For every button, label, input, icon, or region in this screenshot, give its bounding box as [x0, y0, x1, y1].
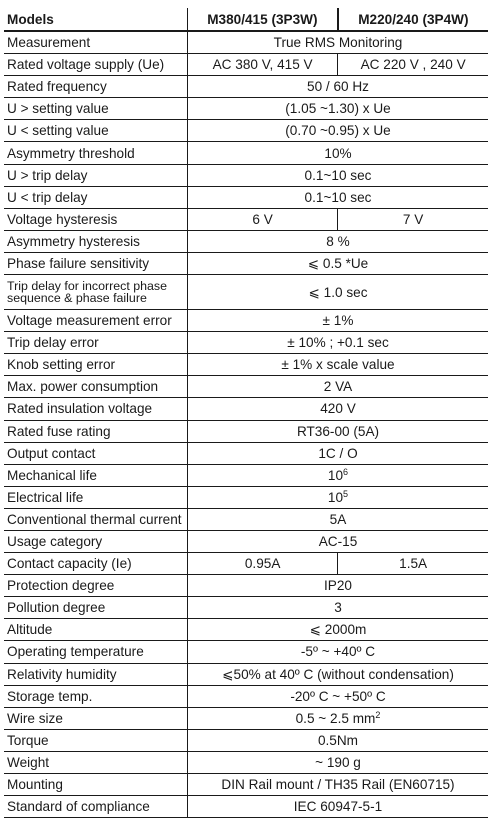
spec-value: [188, 619, 489, 641]
spec-row: [4, 707, 488, 729]
spec-label: Asymmetry hysteresis: [4, 230, 188, 252]
spec-row: [4, 164, 488, 186]
spec-value-text: ~ 190 g: [315, 754, 361, 770]
spec-value-text: ⩽ 0.5 *Ue: [307, 255, 369, 271]
model-3p3w-header: M380/415 (3P3W): [188, 8, 338, 31]
spec-label: Pollution degree: [4, 597, 188, 619]
spec-value-3p3w: 6 V: [188, 208, 338, 230]
spec-value: [188, 597, 489, 619]
spec-label: Mechanical life: [4, 464, 188, 486]
spec-value-text: IP20: [324, 578, 352, 594]
spec-value: [188, 98, 489, 120]
spec-value-text: (0.70 ~0.95) x Ue: [285, 123, 391, 139]
spec-value-text: IEC 60947-5-1: [293, 799, 383, 815]
spec-label: Electrical life: [4, 486, 188, 508]
spec-label: Usage category: [4, 530, 188, 552]
spec-label: Operating temperature: [4, 641, 188, 663]
spec-row: [4, 796, 488, 818]
spec-value-exponent: 5: [343, 488, 349, 499]
spec-label: Conventional thermal current: [4, 508, 188, 530]
spec-value: [188, 707, 489, 729]
spec-row: [4, 186, 488, 208]
spec-table-body: [4, 8, 488, 818]
spec-row: [4, 420, 488, 442]
models-header: Models: [4, 8, 188, 31]
spec-value-text: ± 10% ; +0.1 sec: [287, 335, 389, 351]
spec-value: [188, 729, 489, 751]
spec-row: [4, 464, 488, 486]
spec-row: [4, 553, 488, 575]
spec-row: [4, 54, 488, 76]
spec-value-text: (1.05 ~1.30) x Ue: [285, 101, 391, 117]
spec-row: [4, 354, 488, 376]
spec-value-text: 10%: [324, 145, 352, 161]
spec-value: [188, 663, 489, 685]
spec-value: [188, 464, 489, 486]
spec-value: [188, 685, 489, 707]
spec-value-text: 2 VA: [323, 379, 353, 395]
spec-value-exponent: 6: [343, 466, 349, 477]
spec-row: [4, 663, 488, 685]
spec-label: Rated fuse rating: [4, 420, 188, 442]
spec-label: Altitude: [4, 619, 188, 641]
spec-value: [188, 142, 489, 164]
spec-value: [188, 796, 489, 818]
spec-row: [4, 208, 488, 230]
spec-value-text: 420 V: [320, 401, 356, 417]
spec-label: [4, 275, 188, 310]
spec-row: [4, 508, 488, 530]
spec-row: [4, 332, 488, 354]
spec-row: [4, 275, 488, 310]
spec-value: [188, 275, 489, 310]
spec-value: [188, 486, 489, 508]
spec-value: [188, 310, 489, 332]
spec-row: [4, 442, 488, 464]
spec-row: [4, 142, 488, 164]
spec-value-text: 0.1~10 sec: [304, 189, 372, 205]
spec-value-text: ± 1% x scale value: [281, 357, 395, 373]
spec-label: U < setting value: [4, 120, 188, 142]
spec-value-text: 0.5 ~ 2.5 mm: [295, 710, 376, 726]
spec-value: [188, 751, 489, 773]
spec-label: U < trip delay: [4, 186, 188, 208]
spec-value-text: ⩽ 1.0 sec: [308, 284, 368, 300]
spec-value-3p4w: 7 V: [338, 208, 488, 230]
spec-value-text: True RMS Monitoring: [273, 35, 403, 51]
spec-label: U > trip delay: [4, 164, 188, 186]
spec-value-3p3w: 0.95A: [188, 553, 338, 575]
spec-value-text: -20º C ~ +50º C: [290, 688, 386, 704]
spec-value: [188, 575, 489, 597]
spec-value-text: 50 / 60 Hz: [307, 79, 369, 95]
spec-row: [4, 376, 488, 398]
spec-row: [4, 76, 488, 98]
spec-label: Phase failure sensitivity: [4, 252, 188, 274]
header-row: [4, 8, 488, 31]
spec-value-text: 1C / O: [318, 445, 358, 461]
spec-label: Voltage hysteresis: [4, 208, 188, 230]
spec-value-text: 3: [334, 600, 342, 616]
spec-label: U > setting value: [4, 98, 188, 120]
spec-value: [188, 398, 489, 420]
spec-value: [188, 186, 489, 208]
spec-label: Relativity humidity: [4, 663, 188, 685]
spec-label: Knob setting error: [4, 354, 188, 376]
spec-row: [4, 575, 488, 597]
spec-label: Storage temp.: [4, 685, 188, 707]
spec-label: Torque: [4, 729, 188, 751]
spec-label: Asymmetry threshold: [4, 142, 188, 164]
spec-label: Trip delay error: [4, 332, 188, 354]
spec-row: [4, 751, 488, 773]
spec-row: [4, 31, 488, 54]
spec-label: Rated insulation voltage: [4, 398, 188, 420]
spec-label: Contact capacity (Ie): [4, 553, 188, 575]
spec-value: [188, 508, 489, 530]
spec-value: [188, 230, 489, 252]
spec-row: [4, 398, 488, 420]
spec-value: [188, 252, 489, 274]
spec-row: [4, 252, 488, 274]
spec-row: [4, 98, 488, 120]
spec-value-text: ⩽ 2000m: [309, 622, 367, 638]
spec-value-text: 5A: [329, 511, 347, 527]
spec-label: Measurement: [4, 31, 188, 54]
spec-value-text: 0.5Nm: [317, 732, 359, 748]
spec-value-text: 10: [327, 489, 344, 505]
spec-value: [188, 376, 489, 398]
spec-value: [188, 164, 489, 186]
spec-row: [4, 530, 488, 552]
spec-value: [188, 530, 489, 552]
spec-value: [188, 420, 489, 442]
spec-row: [4, 597, 488, 619]
spec-value: [188, 31, 489, 54]
spec-label: Weight: [4, 751, 188, 773]
spec-label: Wire size: [4, 707, 188, 729]
spec-label: Output contact: [4, 442, 188, 464]
spec-value-text: DIN Rail mount / TH35 Rail (EN60715): [221, 777, 455, 793]
spec-value: [188, 442, 489, 464]
spec-value-text: 10: [327, 467, 344, 483]
spec-value-text: 0.1~10 sec: [304, 167, 372, 183]
spec-row: [4, 120, 488, 142]
spec-row: [4, 619, 488, 641]
spec-value-text: AC-15: [318, 534, 358, 550]
spec-row: [4, 230, 488, 252]
spec-row: [4, 729, 488, 751]
spec-value-text: ± 1%: [322, 313, 354, 329]
spec-value: [188, 120, 489, 142]
spec-label: Voltage measurement error: [4, 310, 188, 332]
spec-table: [4, 8, 488, 818]
spec-label: Rated voltage supply (Ue): [4, 54, 188, 76]
spec-value: [188, 354, 489, 376]
spec-row: [4, 641, 488, 663]
specifications-sheet: [4, 8, 488, 818]
spec-value-text: ⩽50% at 40º C (without condensation): [222, 666, 454, 682]
spec-row: [4, 774, 488, 796]
spec-value-text: 8 %: [326, 233, 350, 249]
spec-value-text: RT36-00 (5A): [296, 423, 380, 439]
spec-row: [4, 486, 488, 508]
spec-value: [188, 332, 489, 354]
spec-label: Rated frequency: [4, 76, 188, 98]
spec-label: Max. power consumption: [4, 376, 188, 398]
spec-label: Mounting: [4, 774, 188, 796]
spec-label: Standard of compliance: [4, 796, 188, 818]
spec-value-3p4w: AC 220 V , 240 V: [338, 54, 488, 76]
spec-value: [188, 641, 489, 663]
spec-value: [188, 76, 489, 98]
spec-label-text: Trip delay for incorrect phase sequence & phase failure: [7, 279, 168, 306]
spec-value-text: -5º ~ +40º C: [300, 644, 376, 660]
spec-value-exponent: 2: [375, 709, 381, 720]
spec-row: [4, 685, 488, 707]
spec-value-3p4w: 1.5A: [338, 553, 488, 575]
spec-row: [4, 310, 488, 332]
spec-value-3p3w: AC 380 V, 415 V: [188, 54, 338, 76]
spec-value: [188, 774, 489, 796]
model-3p4w-header: M220/240 (3P4W): [338, 8, 488, 31]
spec-label: Protection degree: [4, 575, 188, 597]
